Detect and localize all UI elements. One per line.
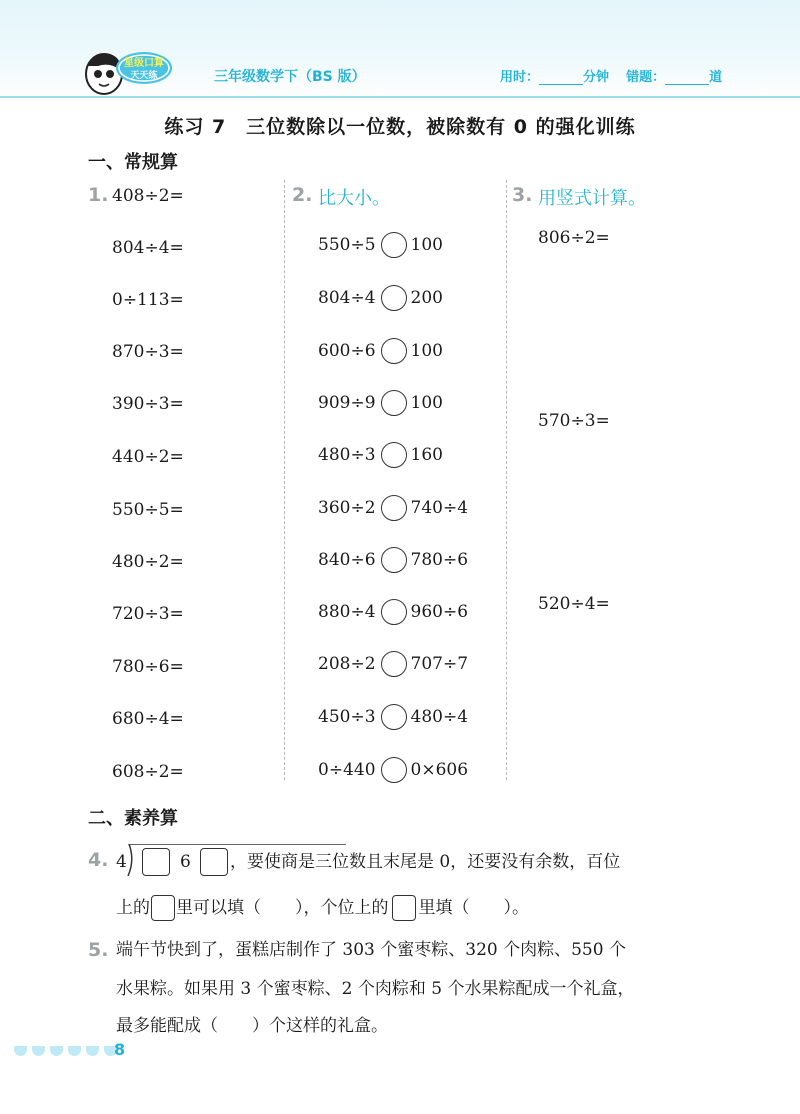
- compare-circle[interactable]: [381, 704, 407, 730]
- compare-right: 707÷7: [410, 654, 469, 674]
- column-divider: [506, 180, 507, 780]
- footer-decoration: [14, 1046, 117, 1056]
- q1-expression: 408÷2=: [112, 186, 184, 206]
- compare-circle[interactable]: [381, 599, 407, 625]
- q3-expression: 520÷4=: [538, 594, 610, 614]
- book-title: 三年级数学下（BS 版）: [214, 69, 366, 85]
- section1-heading: 一、常规算: [88, 152, 178, 173]
- compare-circle[interactable]: [381, 547, 407, 573]
- compare-left: 909÷9: [318, 393, 376, 413]
- q5-line1: 端午节快到了，蛋糕店制作了 303 个蜜枣粽、320 个肉粽、550 个: [116, 940, 626, 960]
- time-label: 用时：: [500, 70, 540, 85]
- ones-digit-box[interactable]: [200, 848, 228, 876]
- compare-circle[interactable]: [381, 390, 407, 416]
- errors-blank[interactable]: [665, 70, 709, 85]
- q4-text-2a: 上的: [116, 897, 150, 918]
- compare-circle[interactable]: [381, 495, 407, 521]
- q1-expression: 440÷2=: [112, 447, 184, 467]
- compare-row: [318, 230, 443, 260]
- compare-right: 740÷4: [410, 498, 469, 518]
- errors-unit: 道: [709, 70, 723, 85]
- compare-right: 100: [410, 235, 443, 255]
- mascot-logo-icon: [76, 44, 196, 104]
- q5-number: 5.: [88, 939, 109, 961]
- q4-text-2c: 里填（ ）。: [418, 897, 529, 918]
- page-title: 练习 7 三位数除以一位数，被除数有 0 的强化训练: [164, 116, 636, 138]
- q1-expression: 870÷3=: [112, 342, 184, 362]
- q1-expression: 390÷3=: [112, 394, 184, 414]
- compare-circle[interactable]: [381, 757, 407, 783]
- compare-row: [318, 493, 468, 523]
- time-blank[interactable]: [539, 70, 583, 85]
- q1-expression: 720÷3=: [112, 604, 184, 624]
- compare-left: 880÷4: [318, 602, 376, 622]
- compare-left: 360÷2: [318, 498, 376, 518]
- ones-blank-box[interactable]: [392, 895, 416, 921]
- compare-row: [318, 388, 443, 418]
- compare-left: 600÷6: [318, 341, 376, 361]
- compare-circle[interactable]: [381, 651, 407, 677]
- errors-label: 错题：: [626, 70, 666, 85]
- compare-circle[interactable]: [381, 442, 407, 468]
- q1-number: 1.: [88, 184, 109, 206]
- compare-row: [318, 440, 443, 470]
- compare-left: 840÷6: [318, 550, 376, 570]
- q1-expression: 804÷4=: [112, 238, 184, 258]
- compare-row: [318, 336, 443, 366]
- compare-row: [318, 283, 443, 313]
- compare-right: 0×606: [410, 760, 469, 780]
- hundreds-digit-box[interactable]: [142, 848, 170, 876]
- compare-row: [318, 755, 468, 785]
- compare-right: 100: [410, 393, 443, 413]
- q3-expression: 570÷3=: [538, 411, 610, 431]
- q4-text-2b: 里可以填（ ），个位上的: [176, 897, 389, 918]
- compare-right: 480÷4: [410, 707, 469, 727]
- compare-right: 780÷6: [410, 550, 469, 570]
- q4-tens-digit: 6: [180, 852, 191, 872]
- compare-right: 200: [410, 288, 443, 308]
- q3-number: 3.: [512, 184, 533, 206]
- compare-left: 480÷3: [318, 445, 376, 465]
- q4-text-1: ，要使商是三位数且末尾是 0，还要没有余数，百位: [230, 852, 621, 872]
- column-divider: [284, 180, 285, 780]
- compare-left: 550÷5: [318, 235, 376, 255]
- compare-row: [318, 597, 468, 627]
- compare-right: 160: [410, 445, 443, 465]
- q4-number: 4.: [88, 849, 109, 871]
- q2-number: 2.: [292, 184, 313, 206]
- q1-expression: 0÷113=: [112, 290, 184, 310]
- q3-expression: 806÷2=: [538, 228, 610, 248]
- compare-left: 450÷3: [318, 707, 376, 727]
- compare-row: [318, 649, 468, 679]
- svg-text:天天练: 天天练: [130, 71, 158, 81]
- section2-heading: 二、素养算: [88, 808, 178, 829]
- hundreds-blank-box[interactable]: [151, 895, 175, 921]
- q2-title: 比大小。: [318, 188, 390, 209]
- compare-row: [318, 545, 468, 575]
- q1-expression: 480÷2=: [112, 552, 184, 572]
- compare-circle[interactable]: [381, 285, 407, 311]
- q1-expression: 780÷6=: [112, 657, 184, 677]
- compare-right: 100: [410, 341, 443, 361]
- compare-circle[interactable]: [381, 232, 407, 258]
- compare-left: 208÷2: [318, 654, 376, 674]
- compare-left: 0÷440: [318, 760, 376, 780]
- q1-expression: 680÷4=: [112, 709, 184, 729]
- compare-right: 960÷6: [410, 602, 469, 622]
- compare-row: [318, 702, 468, 732]
- minutes-label: 分钟: [583, 70, 610, 85]
- page-number: 8: [114, 1040, 126, 1059]
- q1-expression: 608÷2=: [112, 762, 184, 782]
- q4-line2: [116, 893, 529, 923]
- time-record: [500, 66, 722, 85]
- svg-text:星级口算: 星级口算: [124, 58, 164, 69]
- q5-line2: 水果粽。如果用 3 个蜜枣粽、2 个肉粽和 5 个水果粽配成一个礼盒，: [116, 979, 635, 999]
- q3-title: 用竖式计算。: [538, 188, 646, 209]
- q1-expression: 550÷5=: [112, 500, 184, 520]
- q4-divisor: 4: [116, 852, 127, 872]
- compare-circle[interactable]: [381, 338, 407, 364]
- q5-line3: 最多能配成（ ）个这样的礼盒。: [116, 1016, 388, 1036]
- compare-left: 804÷4: [318, 288, 376, 308]
